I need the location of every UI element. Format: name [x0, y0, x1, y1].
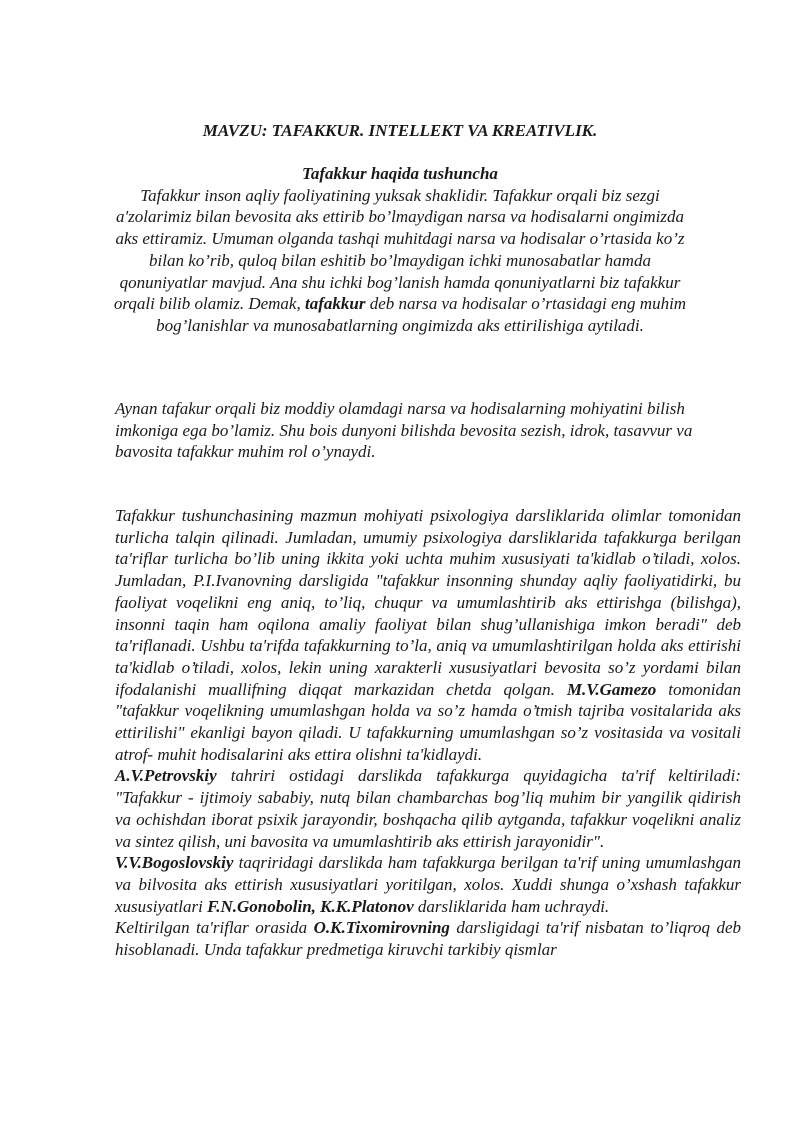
- intro-text-part1: Tafakkur inson aqliy faoliyatining yuksak shaklidir. Tafakkur orqali biz sezgi a'zolarimiz bilan bevosita aks ettirib bo’lmaydigan narsa va hodisalarni ongimizda aks ettiramiz. Umuman olganda tashqi muhitdagi narsa va hodisalar o’rtasida ko’z bilan ko’rib, quloq bilan eshitib bo’lmaydigan ichki munosabatlar hamda qonuniyatlar mavjud. Ana shu ichki bog’lanish hamda qonuniyatlarni biz tafakkur orqali bilib olamiz. Demak,: [113, 185, 685, 314]
- p4-before: Keltirilgan ta'riflar orasida: [115, 918, 314, 938]
- author-tixomirov: O.K.Tixomirovning: [313, 918, 450, 938]
- p1-after: tomonidan "tafakkur voqelikning umumlashgan holda va so’z hamda o’tmish tajriba vositalarida aks ettirilishi" ekanligi bayon qiladi. U tafakkurning umumlashgan so’z vositasida va vositali atrof- muhit hodisalarini aks ettira olishni ta'kidlaydi.: [115, 679, 741, 764]
- paragraph-3: [115, 505, 741, 961]
- paragraph-2: Aynan tafakur orqali biz moddiy olamdagi narsa va hodisalarning mohiyatini bilish imkoniga ega bo’lamiz. Shu bois dunyoni bilishda bevosita sezish, idrok, tasavvur va bavosita tafakkur muhim rol o’ynaydi.: [115, 399, 693, 462]
- intro-section: [110, 163, 690, 337]
- document-title: MAVZU: TAFAKKUR. INTELLEKT VA KREATIVLIK.: [202, 121, 598, 140]
- p4-after: darsligidagi ta'rif nisbatan to’liqroq deb hisoblanadi. Unda tafakkur predmetiga kiruvchi tarkibiy qismlar: [115, 918, 741, 960]
- p3-after: darsliklarida ham uchraydi.: [413, 896, 610, 916]
- p2-after: tahriri ostidagi darslikda tafakkurga quyidagicha ta'rif keltiriladi: "Tafakkur - ijtimoiy sababiy, nutq bilan chambarchas bog’liq muhim bir yangilik qidirish va ochishdan iborat psixik jarayondir, boshqacha qilib aytganda, tafakkur voqelikni analiz va sintez qilish, uni bavosita va umumlashtirib aks ettirish jarayonidir".: [115, 766, 741, 851]
- author-gamezo: M.V.Gamezo: [566, 679, 657, 699]
- author-gonobolin-platonov: F.N.Gonobolin, K.K.Platonov: [207, 896, 414, 916]
- definitions-paragraph-2: [115, 765, 741, 852]
- definitions-paragraph-3: [115, 852, 741, 917]
- intro-bold-term: tafakkur: [304, 294, 366, 314]
- section-heading: Tafakkur haqida tushuncha: [302, 164, 498, 183]
- author-bogoslovskiy: V.V.Bogoslovskiy: [115, 853, 234, 873]
- intro-text-part2: deb narsa va hodisalar o’rtasidagi eng muhim bog’lanishlar va munosabatlarning ongimizda aks ettirilishiga aytiladi.: [156, 294, 687, 335]
- p1-text: Tafakkur tushunchasining mazmun mohiyati psixologiya darsliklarida olimlar tomonidan turlicha talqin qilinadi. Jumladan, umumiy psixologiya darsliklarida tafakkurga berilgan ta'riflar turlicha bo’lib uning ikkita yoki uchta muhim xususiyati ta'kidlab o’tiladi, xolos. Jumladan, P.I.Ivanovning darsligida "tafakkur insonning shunday aqliy faoliyatidirki, bu faoliyat voqelikni eng aniq, to’liq, chuqur va umumlashtirib aks ettirishga (bilishga), insonni taqin ham oqilona amaliy faoliyat bilan shug’ullanishiga imkon beradi" deb ta'riflanadi. Ushbu ta'rifda tafakkurning to’la, aniq va umumlashtirilgan holda aks ettirishi ta'kidlab o’tiladi, xolos, lekin uning xarakterli xususiyatlari bevosita so’z yordami bilan ifodalanishi muallifning diqqat markazidan chetda qolgan.: [115, 506, 741, 699]
- author-petrovskiy: A.V.Petrovskiy: [115, 766, 217, 786]
- p3-mid: taqriridagi darslikda ham tafakkurga berilgan ta'rif uning umumlashgan va bilvosita aks ettirish xususiyatlari yoritilgan, xolos. Xuddi shunga o’xshash tafakkur xususiyatlari: [115, 853, 741, 916]
- definitions-paragraph-1: [115, 505, 741, 765]
- definitions-paragraph-4: [115, 917, 741, 960]
